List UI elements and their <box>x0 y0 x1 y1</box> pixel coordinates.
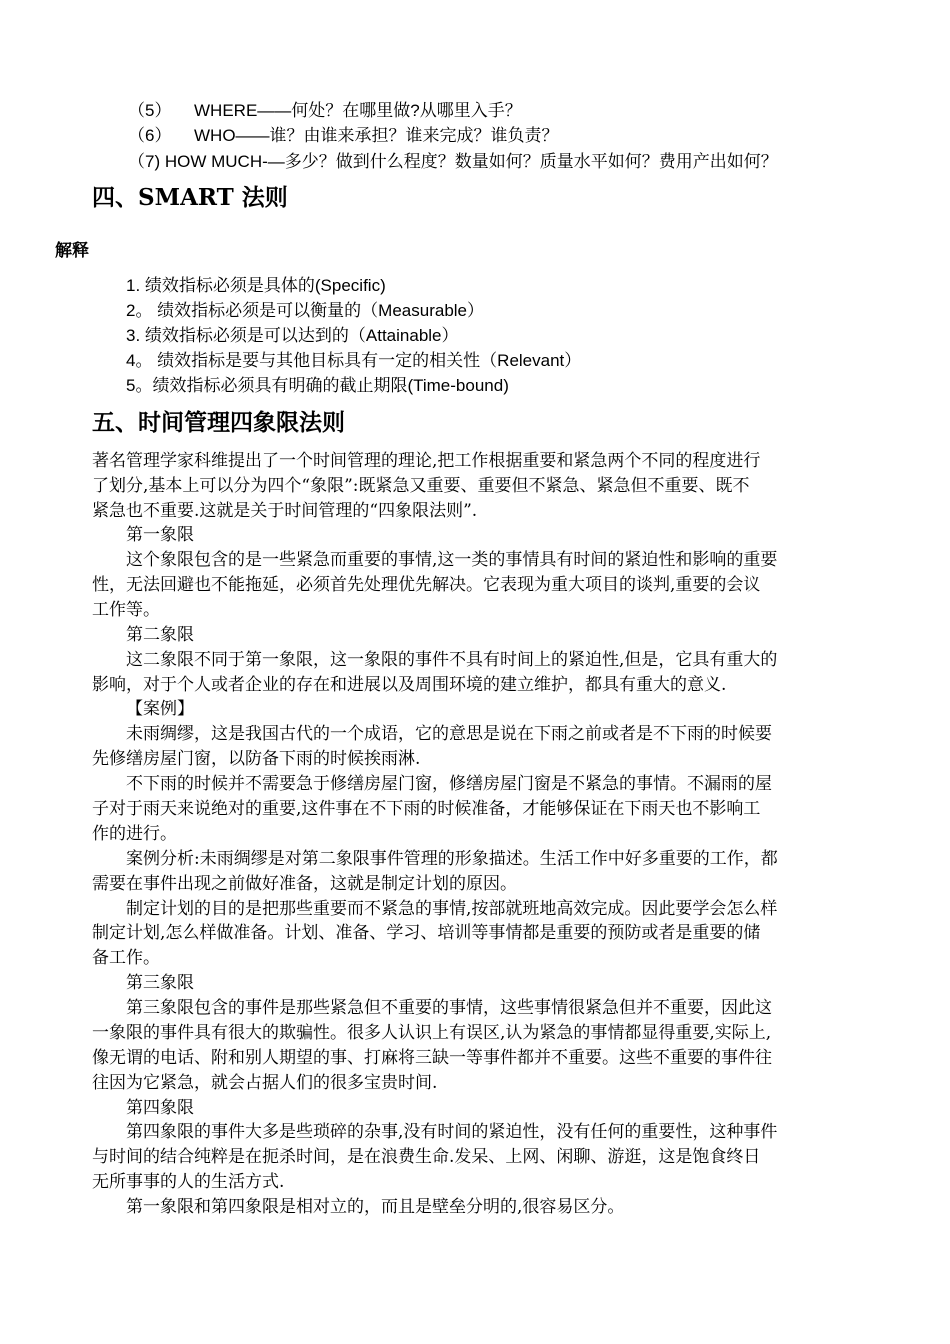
body-line: 著名管理学家科维提出了一个时间管理的理论,把工作根据重要和紧急两个不同的程度进行 <box>92 451 761 471</box>
list-text: WHO——谁？由谁来承担？谁来完成？谁负责？ <box>194 126 559 145</box>
body-line: 先修缮房屋门窗，以防备下雨的时候挨雨淋. <box>92 749 421 769</box>
list-item-who <box>128 125 559 147</box>
smart-item-relevant: 4。 绩效指标是要与其他目标具有一定的相关性（Relevant） <box>126 351 582 370</box>
list-number: （5） <box>128 101 172 120</box>
list-number: （6） <box>128 126 172 145</box>
body-line: 这二象限不同于第一象限，这一象限的事件不具有时间上的紧迫性,但是，它具有重大的 <box>126 650 778 670</box>
body-line: 不下雨的时候并不需要急于修缮房屋门窗，修缮房屋门窗是不紧急的事情。不漏雨的屋 <box>126 774 772 794</box>
explain-heading: 解释 <box>55 241 89 261</box>
smart-item-specific: 1. 绩效指标必须是具体的(Specific) <box>126 276 386 295</box>
body-line: 备工作。 <box>92 948 160 968</box>
body-line: 性，无法回避也不能拖延，必须首先处理优先解决。它表现为重大项目的谈判,重要的会议 <box>92 575 761 595</box>
body-line: 第三象限包含的事件是那些紧急但不重要的事情，这些事情很紧急但并不重要，因此这 <box>126 998 772 1018</box>
body-line: 需要在事件出现之前做好准备，这就是制定计划的原因。 <box>92 874 517 894</box>
subheading-quadrant-4: 第四象限 <box>126 1098 194 1118</box>
body-line: 了划分,基本上可以分为四个“象限”:既紧急又重要、重要但不紧急、紧急但不重要、既不 <box>92 476 750 496</box>
subheading-quadrant-1: 第一象限 <box>126 525 194 545</box>
list-item-how-much <box>128 151 778 173</box>
body-line: 子对于雨天来说绝对的重要,这件事在不下雨的时候准备，才能够保证在下雨天也不影响工 <box>92 799 761 819</box>
body-line: 案例分析:未雨绸缪是对第二象限事件管理的形象描述。生活工作中好多重要的工作，都 <box>126 849 778 869</box>
case-label: 【案例】 <box>126 699 194 719</box>
body-line: 制定计划,怎么样做准备。计划、准备、学习、培训等事情都是重要的预防或者是重要的储 <box>92 923 761 943</box>
list-item-where <box>128 100 522 122</box>
list-text: WHERE——何处？在哪里做?从哪里入手？ <box>194 101 522 120</box>
body-line: 一象限的事件具有很大的欺骗性。很多人认识上有误区,认为紧急的事情都显得重要,实际上, <box>92 1023 772 1043</box>
body-line: 影响，对于个人或者企业的存在和进展以及周围环境的建立维护，都具有重大的意义. <box>92 675 727 695</box>
body-line: 无所事事的人的生活方式. <box>92 1172 285 1192</box>
body-line: 作的进行。 <box>92 824 177 844</box>
smart-item-measurable: 2。 绩效指标必须是可以衡量的（Measurable） <box>126 301 485 320</box>
body-line: 第一象限和第四象限是相对立的，而且是壁垒分明的,很容易区分。 <box>126 1197 625 1217</box>
subheading-quadrant-3: 第三象限 <box>126 973 194 993</box>
list-text: （7) HOW MUCH-—多少？做到什么程度？数量如何？质量水平如何？费用产出如何？ <box>128 152 778 171</box>
body-line: 第四象限的事件大多是些琐碎的杂事,没有时间的紧迫性，没有任何的重要性，这种事件 <box>126 1122 778 1142</box>
body-line: 制定计划的目的是把那些重要而不紧急的事情,按部就班地高效完成。因此要学会怎么样 <box>126 899 778 919</box>
body-line: 往因为它紧急，就会占据人们的很多宝贵时间. <box>92 1073 438 1093</box>
body-line: 像无谓的电话、附和别人期望的事、打麻将三缺一等事件都并不重要。这些不重要的事件往 <box>92 1048 772 1068</box>
section-5-title: 五、时间管理四象限法则 <box>92 409 345 436</box>
body-line: 这个象限包含的是一些紧急而重要的事情,这一类的事情具有时间的紧迫性和影响的重要 <box>126 550 778 570</box>
section-4-title: 四、SMART 法则 <box>92 184 288 211</box>
smart-item-time-bound: 5。绩效指标必须具有明确的截止期限(Time-bound) <box>126 376 509 395</box>
body-line: 工作等。 <box>92 600 160 620</box>
body-line: 与时间的结合纯粹是在扼杀时间，是在浪费生命.发呆、上网、闲聊、游逛，这是饱食终日 <box>92 1147 761 1167</box>
subheading-quadrant-2: 第二象限 <box>126 625 194 645</box>
body-line: 紧急也不重要.这就是关于时间管理的“四象限法则”. <box>92 501 478 521</box>
smart-item-attainable: 3. 绩效指标必须是可以达到的（Attainable） <box>126 326 459 345</box>
body-line: 未雨绸缪，这是我国古代的一个成语，它的意思是说在下雨之前或者是不下雨的时候要 <box>126 724 772 744</box>
